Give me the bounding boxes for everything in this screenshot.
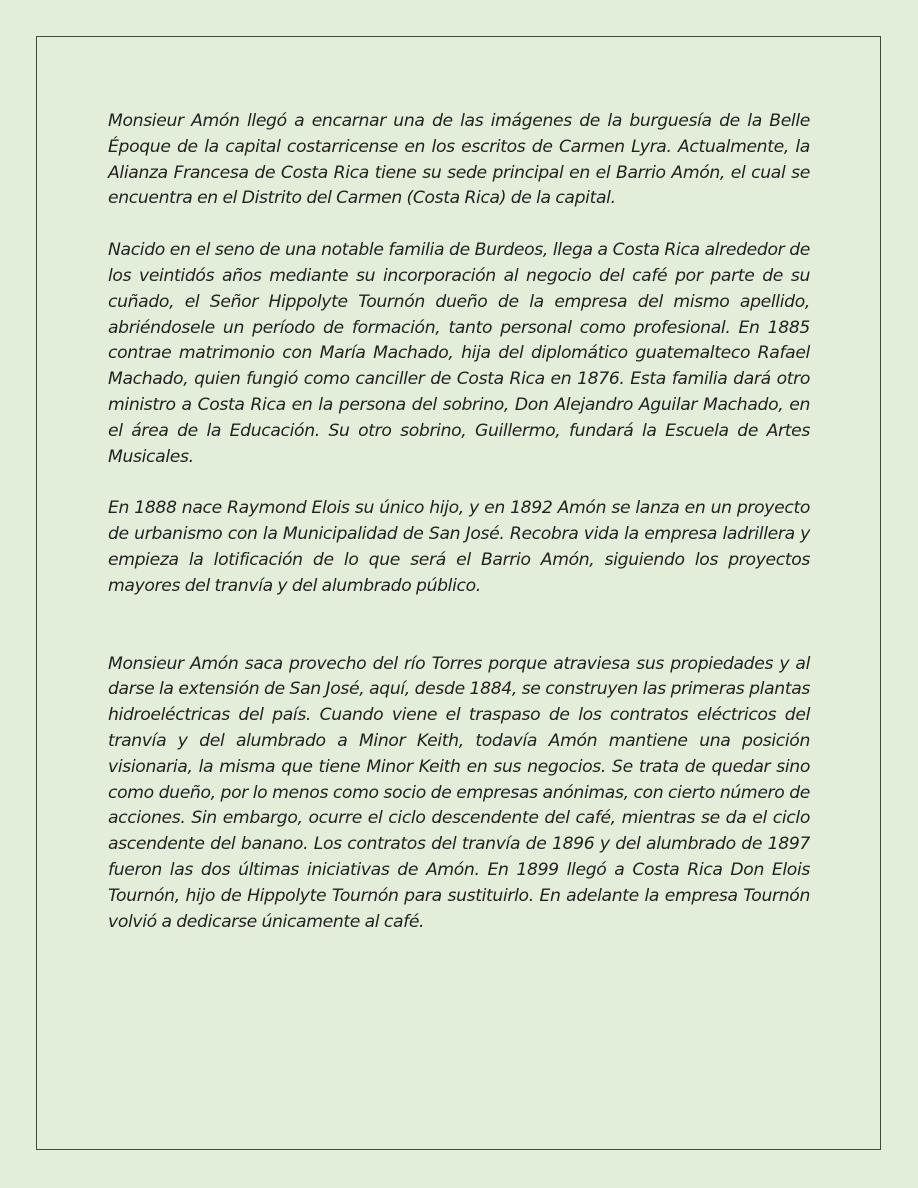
paragraph-2: Nacido en el seno de una notable familia de Burdeos, llega a Costa Rica alrededor de los veintidós años mediante su incorporación al negocio del café por parte de su cuñado, el Señor Hippolyte Tournón dueño de la empresa del mismo apellido, abriéndosele un período de formación, tanto personal como profesional. En 1885 contrae matrimonio con María Machado, hija del diplomático guatemalteco Rafael Machado, quien fungió como canciller de Costa Rica en 1876. Esta familia dará otro ministro a Costa Rica en la persona del sobrino, Don Alejandro Aguilar Machado, en el área de la Educación. Su otro sobrino, Guillermo, fundará la Escuela de Artes Musicales.: [108, 240, 810, 467]
paragraph-4: Monsieur Amón saca provecho del río Torres porque atraviesa sus propiedades y al darse la extensión de San José, aquí, desde 1884, se construyen las primeras plantas hidroeléctricas del país. Cuando viene el traspaso de los contratos eléctricos del tranvía y del alumbrado a Minor Keith, todavía Amón mantiene una posición visionaria, la misma que tiene Minor Keith en sus negocios. Se trata de quedar sino como dueño, por lo menos como socio de empresas anónimas, con cierto número de acciones. Sin embargo, ocurre el ciclo descendente del café, mientras se da el ciclo ascendente del banano. Los contratos del tranvía de 1896 y del alumbrado de 1897 fueron las dos últimas iniciativas de Amón. En 1899 llegó a Costa Rica Don Elois Tournón, hijo de Hippolyte Tournón para sustituirlo. En adelante la empresa Tournón volvió a dedicarse únicamente al café.: [108, 653, 810, 932]
paragraph-3: En 1888 nace Raymond Elois su único hijo, y en 1892 Amón se lanza en un proyecto de urbanismo con la Municipalidad de San José. Recobra vida la empresa ladrillera y empieza la lotificación de lo que será el Barrio Amón, siguiendo los proyectos mayores del tranvía y del alumbrado público.: [108, 498, 810, 596]
document-body: [108, 109, 810, 935]
paragraph-1: Monsieur Amón llegó a encarnar una de las imágenes de la burguesía de la Belle Époque de la capital costarricense en los escritos de Carmen Lyra. Actualmente, la Alianza Francesa de Costa Rica tiene su sede principal en el Barrio Amón, el cual se encuentra en el Distrito del Carmen (Costa Rica) de la capital.: [108, 111, 810, 209]
